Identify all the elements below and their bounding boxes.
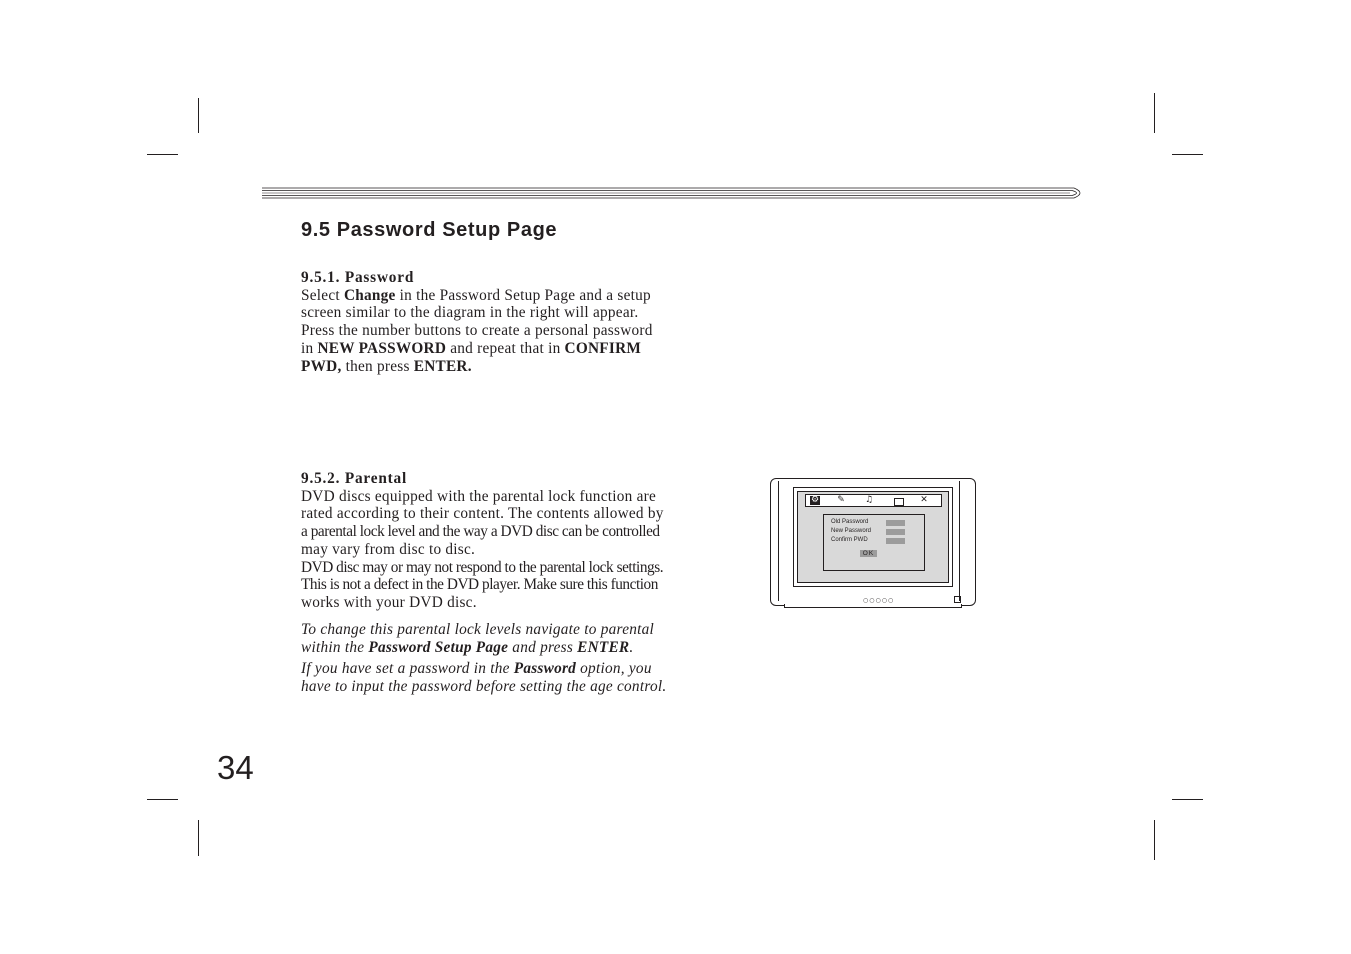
crop-mark bbox=[1154, 820, 1155, 860]
instruction-line: To change this parental lock levels navigate to parental bbox=[301, 621, 655, 638]
tv-buttons: ○○○○○ bbox=[863, 597, 895, 604]
page-number: 34 bbox=[217, 749, 254, 786]
crop-mark bbox=[1154, 93, 1155, 133]
crop-mark bbox=[198, 98, 199, 133]
old-password-field bbox=[886, 520, 905, 526]
parental-text-line: DVD discs equipped with the parental lock function are bbox=[301, 487, 657, 505]
ok-button: OK bbox=[860, 550, 877, 557]
tv-side-line bbox=[959, 481, 960, 601]
tv-screen-bezel bbox=[793, 487, 953, 587]
password-dialog bbox=[823, 514, 925, 571]
password-text-line: Press the number buttons to create a personal password bbox=[301, 322, 653, 340]
parental-text-line: works with your DVD disc. bbox=[301, 593, 477, 611]
parental-text-line: rated according to their content. The contents allowed by bbox=[301, 505, 664, 523]
parental-section bbox=[301, 470, 691, 612]
tv-side-line bbox=[778, 481, 779, 601]
header-rule bbox=[262, 185, 1088, 201]
audio-setup-icon: ♫ bbox=[864, 495, 874, 505]
preference-setup-icon bbox=[894, 498, 904, 506]
new-password-label: New Password bbox=[831, 528, 872, 534]
parental-heading: 9.5.2. Parental bbox=[301, 470, 408, 487]
crop-mark bbox=[1172, 799, 1203, 800]
password-text-line: in NEW PASSWORD and repeat that in CONFIRM bbox=[301, 339, 642, 357]
tv-stand bbox=[784, 604, 962, 608]
tv-screen bbox=[797, 491, 949, 583]
system-setup-icon: ⚙ bbox=[810, 495, 820, 505]
page-title: 9.5 Password Setup Page bbox=[301, 219, 558, 241]
password-section bbox=[301, 269, 691, 375]
confirm-pwd-field bbox=[886, 538, 905, 544]
parental-text-line: may vary from disc to disc. bbox=[301, 540, 476, 558]
power-indicator bbox=[954, 596, 961, 603]
crop-mark bbox=[198, 820, 199, 856]
confirm-pwd-label: Confirm PWD bbox=[831, 537, 868, 543]
parental-text-line: This is not a defect in the DVD player. Make sure this function bbox=[301, 576, 658, 594]
password-text-line: PWD, then press ENTER. bbox=[301, 357, 472, 375]
tv-frame bbox=[770, 478, 976, 606]
instruction-line: within the Password Setup Page and press ENTER. bbox=[301, 638, 634, 656]
crop-mark bbox=[147, 154, 178, 155]
password-heading: 9.5.1. Password bbox=[301, 269, 415, 286]
language-setup-icon: ✎ bbox=[837, 495, 845, 505]
parental-text-line: DVD disc may or may not respond to the parental lock settings. bbox=[301, 558, 664, 576]
password-text-line: screen similar to the diagram in the right will appear. bbox=[301, 304, 639, 322]
setup-toolbar bbox=[805, 494, 942, 507]
new-password-field bbox=[886, 529, 905, 535]
exit-icon: ✕ bbox=[920, 495, 928, 505]
crop-mark bbox=[1172, 154, 1203, 155]
tv-setup-diagram bbox=[770, 478, 976, 608]
instruction-line: If you have set a password in the Password option, you bbox=[301, 660, 652, 678]
instructions-note bbox=[301, 621, 691, 696]
crop-mark bbox=[147, 799, 178, 800]
old-password-label: Old Password bbox=[831, 519, 869, 525]
parental-text-line: a parental lock level and the way a DVD disc can be controlled bbox=[301, 523, 660, 541]
instruction-line: have to input the password before setting the age control. bbox=[301, 678, 667, 696]
password-text-line: Select Change in the Password Setup Page and a setup bbox=[301, 286, 651, 304]
change-keyword: Change bbox=[343, 286, 396, 304]
